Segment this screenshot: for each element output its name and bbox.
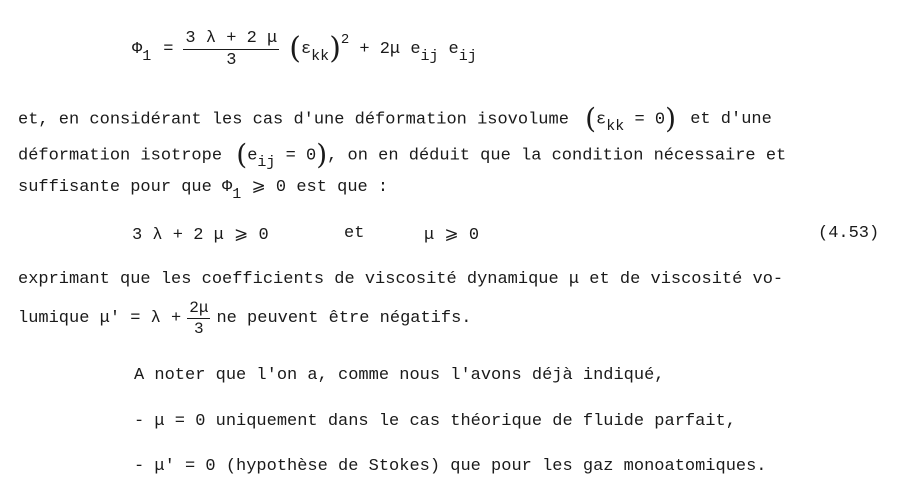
fraction-numerator: 3 λ + 2 μ [185, 28, 278, 48]
epsilon-subscript: kk [311, 47, 330, 65]
notes-item-1: - μ = 0 uniquement dans le cas théorique de fluide parfait, [134, 412, 736, 431]
fraction-2mu-3 [187, 299, 210, 338]
para1-line2 [18, 140, 786, 170]
equation-number: (4.53) [818, 224, 880, 243]
bracket-right: ) [665, 102, 676, 135]
bracket-right-2: ) [316, 138, 328, 171]
notes-item-2: - μ' = 0 (hypothèse de Stokes) que pour les gaz monoatomiques. [134, 457, 767, 476]
e-ij: e [247, 146, 258, 166]
eps-eq-zero: = 0 [634, 110, 666, 130]
equation-phi1 [132, 24, 477, 74]
left-paren: ( [289, 31, 301, 66]
bracket-left: ( [585, 102, 597, 135]
phi-symbol: Φ [132, 39, 143, 59]
equation-4-53-and: et [344, 224, 365, 243]
notes-intro: A noter que l'on a, comme nous l'avons déjà indiqué, [134, 366, 665, 385]
fraction-2mu-den: 3 [194, 319, 204, 338]
e-subscript-1: ij [420, 47, 439, 65]
equation-4-53-right: μ ⩾ 0 [424, 226, 480, 245]
eps-kk-sub: kk [606, 118, 625, 136]
e-subscript-2: ij [458, 47, 477, 65]
para1-line1-text: et, en considérant les cas d'une déformation isovolume [18, 110, 569, 130]
para1-line2-text: déformation isotrope [18, 146, 223, 166]
plus-term: + 2μ e [359, 39, 421, 59]
para1-line2-end: , on en déduit que la condition nécessaire et [327, 146, 787, 166]
exponent: 2 [340, 32, 350, 48]
e-eq-zero: = 0 [285, 146, 317, 166]
para1-line3 [18, 176, 389, 203]
equals-sign: = [163, 39, 174, 59]
fraction-2mu-num: 2μ [189, 298, 209, 317]
epsilon-symbol: ε [300, 39, 312, 59]
para1-line1 [18, 104, 772, 134]
eps-kk: ε [596, 110, 607, 130]
e-ij-sub: ij [257, 154, 276, 172]
bracket-left-2: ( [236, 138, 248, 171]
para2-line2 [18, 298, 471, 338]
e-symbol-2: e [448, 39, 459, 59]
phi-subscript: 1 [142, 47, 152, 65]
para2-line1: exprimant que les coefficients de viscosité dynamique μ et de viscosité vo- [18, 270, 784, 289]
phi1-sub: 1 [232, 186, 242, 203]
para1-line1-end: et d'une [690, 110, 772, 130]
para1-line3-text: suffisante pour que Φ [18, 178, 233, 197]
para2-line2-text: lumique μ' = λ + [18, 308, 182, 328]
para2-line2-end: ne peuvent être négatifs. [216, 308, 472, 328]
fraction-denominator: 3 [226, 50, 237, 70]
fraction-lambda-mu [183, 29, 279, 70]
para1-line3-end: ⩾ 0 est que : [251, 178, 389, 197]
right-paren: ) [329, 31, 341, 66]
equation-4-53-left: 3 λ + 2 μ ⩾ 0 [132, 226, 269, 245]
